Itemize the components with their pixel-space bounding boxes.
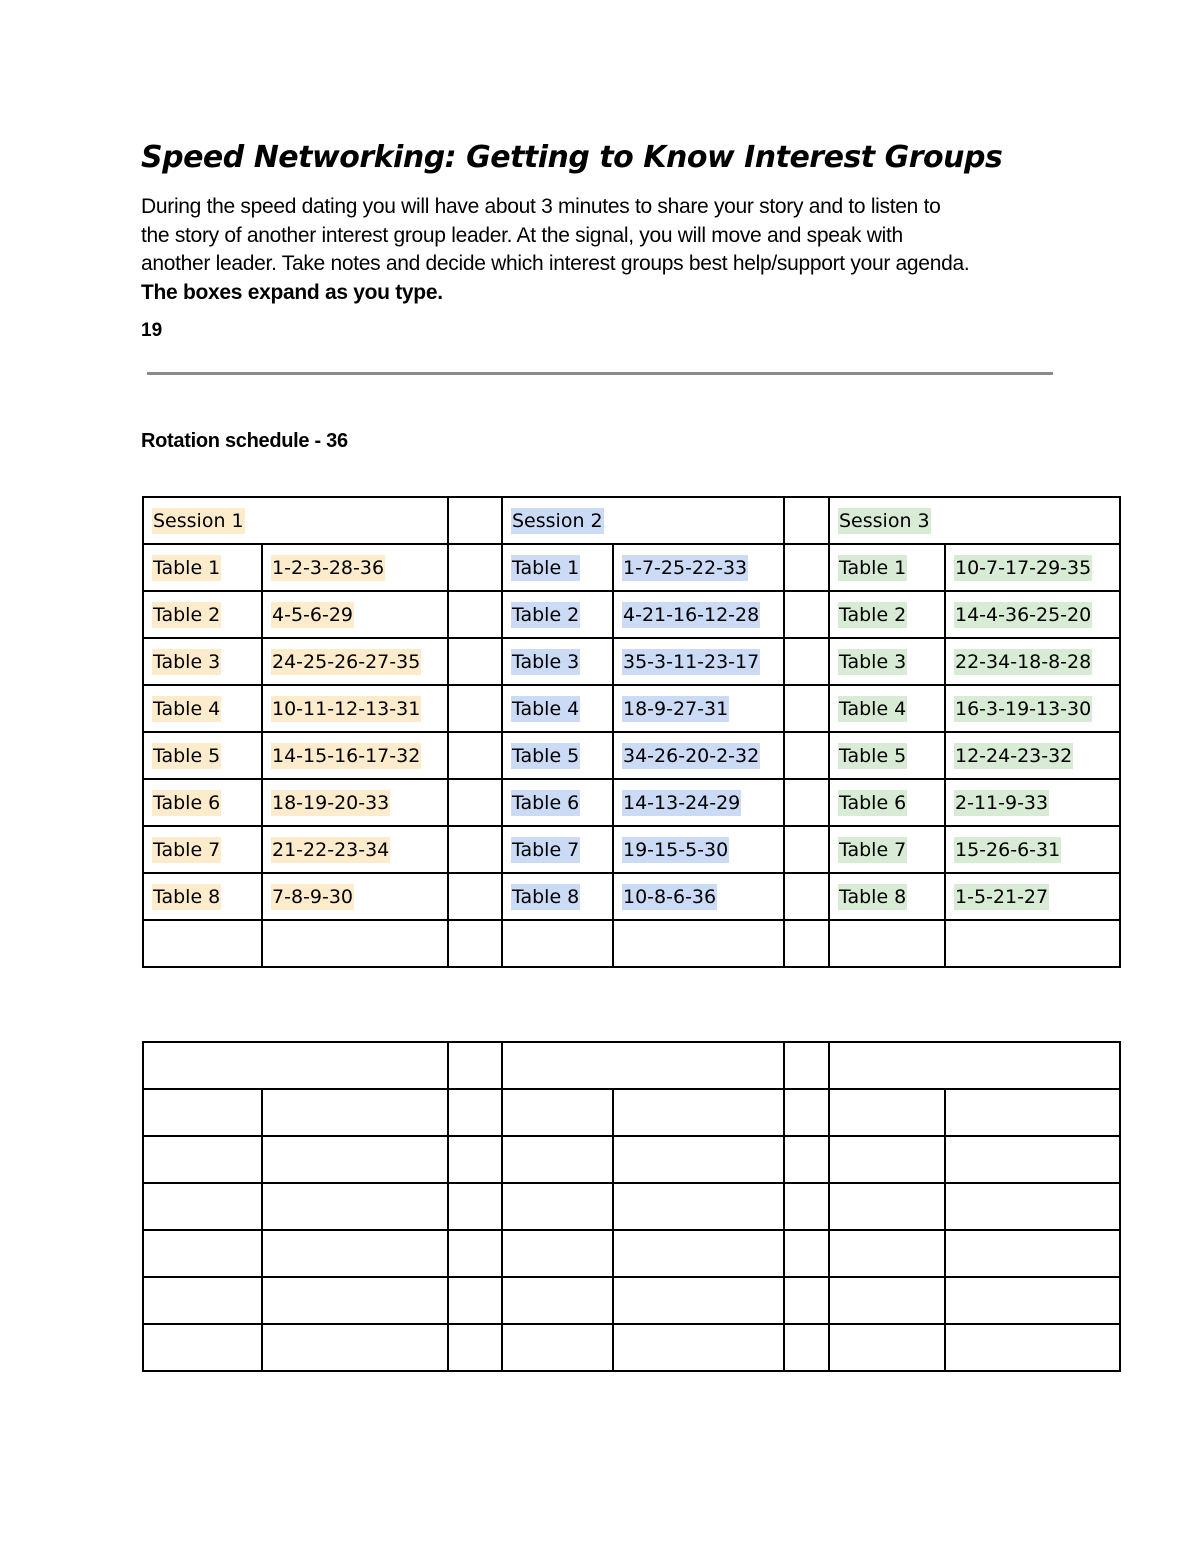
blank-cell[interactable] — [262, 1230, 448, 1277]
spacer-cell — [784, 779, 829, 826]
blank-cell[interactable] — [143, 1089, 262, 1136]
table-label-cell[interactable] — [502, 779, 613, 826]
page-title: Speed Networking: Getting to Know Interest Groups — [141, 140, 1003, 175]
groups-cell[interactable] — [945, 732, 1120, 779]
table-label-cell[interactable] — [829, 544, 945, 591]
blank-cell[interactable] — [502, 1089, 613, 1136]
table-label: Table 2 — [512, 603, 580, 626]
blank-cell[interactable] — [502, 1277, 613, 1324]
table-label: Table 6 — [153, 791, 221, 814]
blank-header-cell[interactable] — [143, 1042, 448, 1089]
blank-cell[interactable] — [829, 1183, 945, 1230]
groups-cell[interactable] — [945, 779, 1120, 826]
table-label-cell[interactable] — [143, 826, 262, 873]
groups-cell[interactable] — [945, 920, 1120, 967]
table-label: Table 5 — [153, 744, 221, 767]
table-label: Table 8 — [153, 885, 221, 908]
blank-cell[interactable] — [829, 1324, 945, 1371]
groups-cell[interactable] — [613, 591, 784, 638]
table-row — [143, 779, 1120, 826]
blank-cell[interactable] — [143, 1324, 262, 1371]
group-numbers: 12-24-23-32 — [955, 744, 1073, 767]
spacer-cell — [784, 873, 829, 920]
spacer-cell — [784, 544, 829, 591]
blank-cell[interactable] — [613, 1277, 784, 1324]
spacer-cell — [784, 1230, 829, 1277]
blank-cell[interactable] — [829, 1136, 945, 1183]
groups-cell[interactable] — [262, 873, 448, 920]
groups-cell[interactable] — [262, 685, 448, 732]
table-label-cell[interactable] — [143, 638, 262, 685]
spacer-cell — [784, 1183, 829, 1230]
spacer-cell — [448, 779, 502, 826]
table-label-cell[interactable] — [502, 873, 613, 920]
blank-cell[interactable] — [613, 1136, 784, 1183]
spacer-cell — [448, 1042, 502, 1089]
spacer-cell — [784, 1324, 829, 1371]
spacer-cell — [784, 920, 829, 967]
groups-cell[interactable] — [945, 638, 1120, 685]
table-row — [143, 685, 1120, 732]
group-numbers: 1-7-25-22-33 — [623, 556, 748, 579]
blank-row — [143, 1089, 1120, 1136]
table-label-cell[interactable] — [829, 826, 945, 873]
spacer-cell — [784, 1277, 829, 1324]
blank-cell[interactable] — [945, 1183, 1120, 1230]
groups-cell[interactable] — [613, 638, 784, 685]
table-label: Table 5 — [839, 744, 907, 767]
group-numbers: 1-2-3-28-36 — [272, 556, 385, 579]
blank-cell[interactable] — [502, 1230, 613, 1277]
table-label: Table 3 — [512, 650, 580, 673]
groups-cell[interactable] — [945, 544, 1120, 591]
groups-cell[interactable] — [613, 544, 784, 591]
group-numbers: 14-13-24-29 — [623, 791, 741, 814]
table-label: Table 7 — [153, 838, 221, 861]
spacer-cell — [784, 1042, 829, 1089]
blank-cell[interactable] — [945, 1277, 1120, 1324]
session-title-cell[interactable] — [143, 497, 448, 544]
spacer-cell — [448, 497, 502, 544]
blank-cell[interactable] — [502, 1136, 613, 1183]
table-label-cell[interactable] — [143, 544, 262, 591]
table-label-cell[interactable] — [143, 920, 262, 967]
blank-cell[interactable] — [143, 1277, 262, 1324]
group-numbers: 2-11-9-33 — [955, 791, 1049, 814]
blank-cell[interactable] — [829, 1277, 945, 1324]
group-numbers: 21-22-23-34 — [272, 838, 390, 861]
table-label: Table 7 — [839, 838, 907, 861]
table-label: Table 1 — [512, 556, 580, 579]
groups-cell[interactable] — [262, 920, 448, 967]
spacer-cell — [448, 1324, 502, 1371]
spacer-cell — [784, 732, 829, 779]
blank-cell[interactable] — [262, 1277, 448, 1324]
blank-header-cell[interactable] — [829, 1042, 1120, 1089]
spacer-cell — [784, 638, 829, 685]
group-numbers: 22-34-18-8-28 — [955, 650, 1092, 673]
session-title: Session 1 — [153, 509, 244, 532]
spacer-cell — [448, 826, 502, 873]
table-label: Table 1 — [839, 556, 907, 579]
table-label-cell[interactable] — [829, 873, 945, 920]
spacer-cell — [448, 1183, 502, 1230]
group-numbers: 35-3-11-23-17 — [623, 650, 760, 673]
blank-header-cell[interactable] — [502, 1042, 784, 1089]
spacer-cell — [448, 544, 502, 591]
spacer-cell — [784, 685, 829, 732]
table-label: Table 2 — [839, 603, 907, 626]
table-label: Table 5 — [512, 744, 580, 767]
groups-cell[interactable] — [262, 732, 448, 779]
horizontal-divider — [147, 372, 1053, 375]
blank-cell[interactable] — [262, 1136, 448, 1183]
groups-cell[interactable] — [262, 779, 448, 826]
groups-cell[interactable] — [613, 732, 784, 779]
rotation-schedule-table — [142, 496, 1121, 968]
spacer-cell — [448, 732, 502, 779]
blank-header-row — [143, 1042, 1120, 1089]
table-label-cell[interactable] — [502, 685, 613, 732]
session-title-cell[interactable] — [829, 497, 1120, 544]
group-numbers: 4-21-16-12-28 — [623, 603, 760, 626]
groups-cell[interactable] — [613, 826, 784, 873]
session-title: Session 3 — [839, 509, 930, 532]
table-label: Table 7 — [512, 838, 580, 861]
spacer-cell — [784, 591, 829, 638]
table-label-cell[interactable] — [143, 873, 262, 920]
groups-cell[interactable] — [262, 591, 448, 638]
blank-cell[interactable] — [613, 1183, 784, 1230]
session-title: Session 2 — [512, 509, 603, 532]
groups-cell[interactable] — [613, 920, 784, 967]
table-label-cell[interactable] — [829, 920, 945, 967]
intro-text — [141, 193, 1101, 307]
group-numbers: 10-11-12-13-31 — [272, 697, 421, 720]
table-label-cell[interactable] — [143, 685, 262, 732]
spacer-cell — [448, 1277, 502, 1324]
table-label-cell[interactable] — [502, 591, 613, 638]
spacer-cell — [784, 826, 829, 873]
group-numbers: 10-7-17-29-35 — [955, 556, 1092, 579]
group-numbers: 14-15-16-17-32 — [272, 744, 421, 767]
blank-row — [143, 1277, 1120, 1324]
spacer-cell — [784, 1089, 829, 1136]
groups-cell[interactable] — [945, 591, 1120, 638]
blank-cell[interactable] — [829, 1089, 945, 1136]
table-row — [143, 920, 1120, 967]
session-header-row — [143, 497, 1120, 544]
table-label: Table 3 — [153, 650, 221, 673]
table-row — [143, 638, 1120, 685]
groups-cell[interactable] — [262, 638, 448, 685]
table-label-cell[interactable] — [502, 638, 613, 685]
table-label-cell[interactable] — [502, 826, 613, 873]
intro-line: During the speed dating you will have about 3 minutes to share your story and to listen to — [141, 195, 941, 218]
blank-cell[interactable] — [613, 1324, 784, 1371]
table-row — [143, 873, 1120, 920]
table-label: Table 4 — [839, 697, 907, 720]
spacer-cell — [448, 638, 502, 685]
blank-row — [143, 1183, 1120, 1230]
table-label: Table 1 — [153, 556, 221, 579]
table-row — [143, 826, 1120, 873]
intro-bold-note: The boxes expand as you type. — [141, 280, 443, 304]
spacer-cell — [448, 591, 502, 638]
table-label-cell[interactable] — [502, 732, 613, 779]
blank-row — [143, 1136, 1120, 1183]
table-label-cell[interactable] — [143, 591, 262, 638]
page-number: 19 — [141, 320, 163, 341]
blank-cell[interactable] — [143, 1183, 262, 1230]
spacer-cell — [784, 497, 829, 544]
blank-cell[interactable] — [945, 1324, 1120, 1371]
blank-row — [143, 1230, 1120, 1277]
group-numbers: 24-25-26-27-35 — [272, 650, 421, 673]
blank-cell[interactable] — [143, 1136, 262, 1183]
intro-line: the story of another interest group leader. At the signal, you will move and speak with — [141, 223, 903, 247]
table-row — [143, 732, 1120, 779]
rotation-schedule-heading: Rotation schedule - 36 — [141, 430, 348, 452]
blank-cell[interactable] — [143, 1230, 262, 1277]
blank-cell[interactable] — [502, 1183, 613, 1230]
table-label: Table 8 — [839, 885, 907, 908]
table-label-cell[interactable] — [502, 920, 613, 967]
spacer-cell — [784, 1136, 829, 1183]
spacer-cell — [448, 920, 502, 967]
group-numbers: 34-26-20-2-32 — [623, 744, 760, 767]
group-numbers: 7-8-9-30 — [272, 885, 354, 908]
table-row — [143, 591, 1120, 638]
blank-cell[interactable] — [613, 1230, 784, 1277]
blank-row — [143, 1324, 1120, 1371]
blank-cell[interactable] — [945, 1230, 1120, 1277]
group-numbers: 15-26-6-31 — [955, 838, 1061, 861]
table-label: Table 6 — [512, 791, 580, 814]
table-label: Table 4 — [512, 697, 580, 720]
group-numbers: 18-9-27-31 — [623, 697, 729, 720]
table-label-cell[interactable] — [829, 732, 945, 779]
group-numbers: 18-19-20-33 — [272, 791, 390, 814]
group-numbers: 4-5-6-29 — [272, 603, 354, 626]
table-label-cell[interactable] — [829, 591, 945, 638]
blank-notes-table — [142, 1041, 1121, 1372]
table-label-cell[interactable] — [829, 685, 945, 732]
spacer-cell — [448, 873, 502, 920]
table-label-cell[interactable] — [502, 544, 613, 591]
blank-cell[interactable] — [945, 1089, 1120, 1136]
group-numbers: 16-3-19-13-30 — [955, 697, 1092, 720]
blank-cell[interactable] — [262, 1089, 448, 1136]
groups-cell[interactable] — [262, 826, 448, 873]
groups-cell[interactable] — [945, 685, 1120, 732]
groups-cell[interactable] — [613, 873, 784, 920]
blank-cell[interactable] — [613, 1089, 784, 1136]
blank-cell[interactable] — [262, 1324, 448, 1371]
table-label: Table 8 — [512, 885, 580, 908]
table-label-cell[interactable] — [143, 732, 262, 779]
table-label: Table 3 — [839, 650, 907, 673]
blank-cell[interactable] — [502, 1324, 613, 1371]
spacer-cell — [448, 1136, 502, 1183]
group-numbers: 10-8-6-36 — [623, 885, 717, 908]
spacer-cell — [448, 1089, 502, 1136]
groups-cell[interactable] — [613, 685, 784, 732]
groups-cell[interactable] — [262, 544, 448, 591]
table-label: Table 6 — [839, 791, 907, 814]
session-title-cell[interactable] — [502, 497, 784, 544]
groups-cell[interactable] — [613, 779, 784, 826]
spacer-cell — [448, 1230, 502, 1277]
intro-line: another leader. Take notes and decide which interest groups best help/support your agenda. — [141, 252, 970, 275]
blank-cell[interactable] — [262, 1183, 448, 1230]
table-label-cell[interactable] — [829, 779, 945, 826]
group-numbers: 14-4-36-25-20 — [955, 603, 1092, 626]
table-label: Table 2 — [153, 603, 221, 626]
group-numbers: 19-15-5-30 — [623, 838, 729, 861]
blank-cell[interactable] — [829, 1230, 945, 1277]
table-label-cell[interactable] — [829, 638, 945, 685]
table-label-cell[interactable] — [143, 779, 262, 826]
table-label: Table 4 — [153, 697, 221, 720]
groups-cell[interactable] — [945, 873, 1120, 920]
group-numbers: 1-5-21-27 — [955, 885, 1049, 908]
spacer-cell — [448, 685, 502, 732]
blank-cell[interactable] — [945, 1136, 1120, 1183]
groups-cell[interactable] — [945, 826, 1120, 873]
table-row — [143, 544, 1120, 591]
